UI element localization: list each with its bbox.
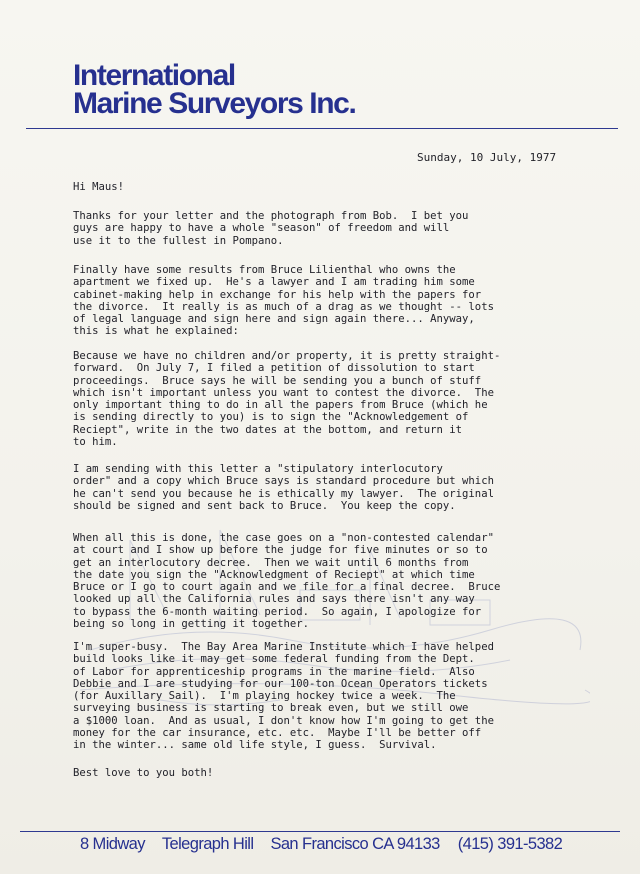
salutation: Hi Maus!	[73, 181, 125, 193]
footer-address1: 8 Midway	[80, 835, 145, 853]
company-letterhead	[73, 59, 356, 120]
paragraph-4: I am sending with this letter a "stipulatory interlocutory order" and a copy which Bruce says is standard procedure but which he can't send you because he is ethically my lawyer. The original should be signed and sent back to Bruce. You keep the copy.	[73, 463, 494, 512]
paragraph-6: I'm super-busy. The Bay Area Marine Institute which I have helped build looks like it may get some federal funding from the Dept. of Labor for apprenticeship programs in the marine field. Also Debbie and I are studying for our 100-ton Ocean Operators tickets (for Auxillary Sail). I'm playing hockey twice a week. The surveying business is starting to break even, but we still owe a $1000 loan. And as usual, I don't know how I'm going to get the money for the car insurance, etc. etc. Maybe I'll be better off in the winter... same old life style, I guess. Survival.	[73, 641, 494, 752]
letterhead-divider	[26, 128, 618, 129]
paragraph-1: Thanks for your letter and the photograph from Bob. I bet you guys are happy to have a whole "season" of freedom and will use it to the fullest in Pompano.	[73, 210, 469, 247]
letterhead-line1: International	[73, 59, 235, 92]
paragraph-5: When all this is done, the case goes on a "non-contested calendar" at court and I show up before the judge for five minutes or so to get an interlocutory decree. Then we wait until 6 months from the date you sign the "Acknowledgment of Reciept" at which time Bruce or I go to court again and we file for a final decree. Bruce looked up all the California rules and says there isn't any way to bypass the 6-month waiting period. So again, I apologize for being so long in getting it together.	[73, 532, 501, 631]
letterhead-line2: Marine Surveyors Inc.	[73, 87, 356, 120]
footer-address2: Telegraph Hill	[161, 835, 254, 853]
paragraph-3: Because we have no children and/or property, it is pretty straight- forward. On July 7, I filed a petition of dissolution to start proceedings. Bruce says he will be sending you a bunch of stuff which isn't important unless you want to contest the divorce. The only important thing to do in all the papers from Bruce (which he is sending directly to you) is to sign the "Acknowledgement of Reciept", write in the two dates at the bottom, and return it to him.	[73, 350, 501, 449]
footer-city: San Francisco CA 94133	[270, 835, 440, 853]
letter-date: Sunday, 10 July, 1977	[417, 151, 557, 164]
paragraph-2: Finally have some results from Bruce Lilienthal who owns the apartment we fixed up. He's a lawyer and I am trading him some cabinet-making help in exchange for his help with the papers for the divorce. It really is as much of a drag as we thought -- lots of legal language and sign here and sign again there... Anyway, this is what he explained:	[73, 264, 494, 338]
footer-divider	[20, 831, 620, 832]
footer-phone: (415) 391-5382	[457, 835, 563, 853]
closing: Best love to you both!	[73, 767, 214, 779]
letterhead-footer	[80, 835, 620, 854]
